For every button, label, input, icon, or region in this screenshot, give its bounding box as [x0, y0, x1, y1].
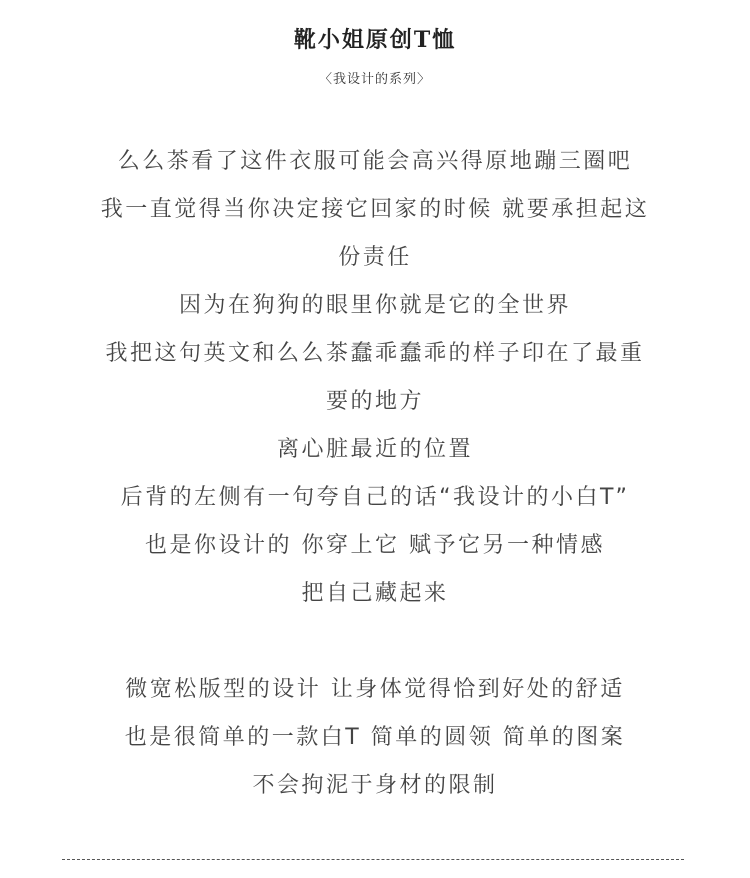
- text-line: 份责任: [338, 245, 412, 270]
- text-line: 也是很简单的一款白T 简单的圆领 简单的图案: [124, 725, 626, 750]
- page-title: 靴小姐原创T恤: [293, 27, 457, 53]
- text-line: 我把这句英文和么么茶蠢乖蠢乖的样子印在了最重: [105, 341, 645, 366]
- description-text: [70, 138, 680, 810]
- dashed-divider: [62, 859, 684, 860]
- text-line: 因为在狗狗的眼里你就是它的全世界: [178, 293, 571, 318]
- text-line: 后背的左侧有一句夸自己的话“我设计的小白T”: [120, 485, 630, 510]
- text-line: 离心脏最近的位置: [276, 437, 473, 462]
- text-line: 不会拘泥于身材的限制: [252, 773, 498, 798]
- text-line: 也是你设计的 你穿上它 赋予它另一种情感: [145, 533, 605, 558]
- text-line: 么么茶看了这件衣服可能会高兴得原地蹦三圈吧: [117, 149, 633, 174]
- text-line: 要的地方: [325, 389, 424, 414]
- text-line: 我一直觉得当你决定接它回家的时候 就要承担起这: [100, 197, 650, 222]
- page-subtitle: 〈我设计的系列〉: [318, 72, 431, 87]
- paragraph-gap: [70, 618, 680, 666]
- text-line: 微宽松版型的设计 让身体觉得恰到好处的舒适: [125, 677, 625, 702]
- text-line: 把自己藏起来: [301, 581, 449, 606]
